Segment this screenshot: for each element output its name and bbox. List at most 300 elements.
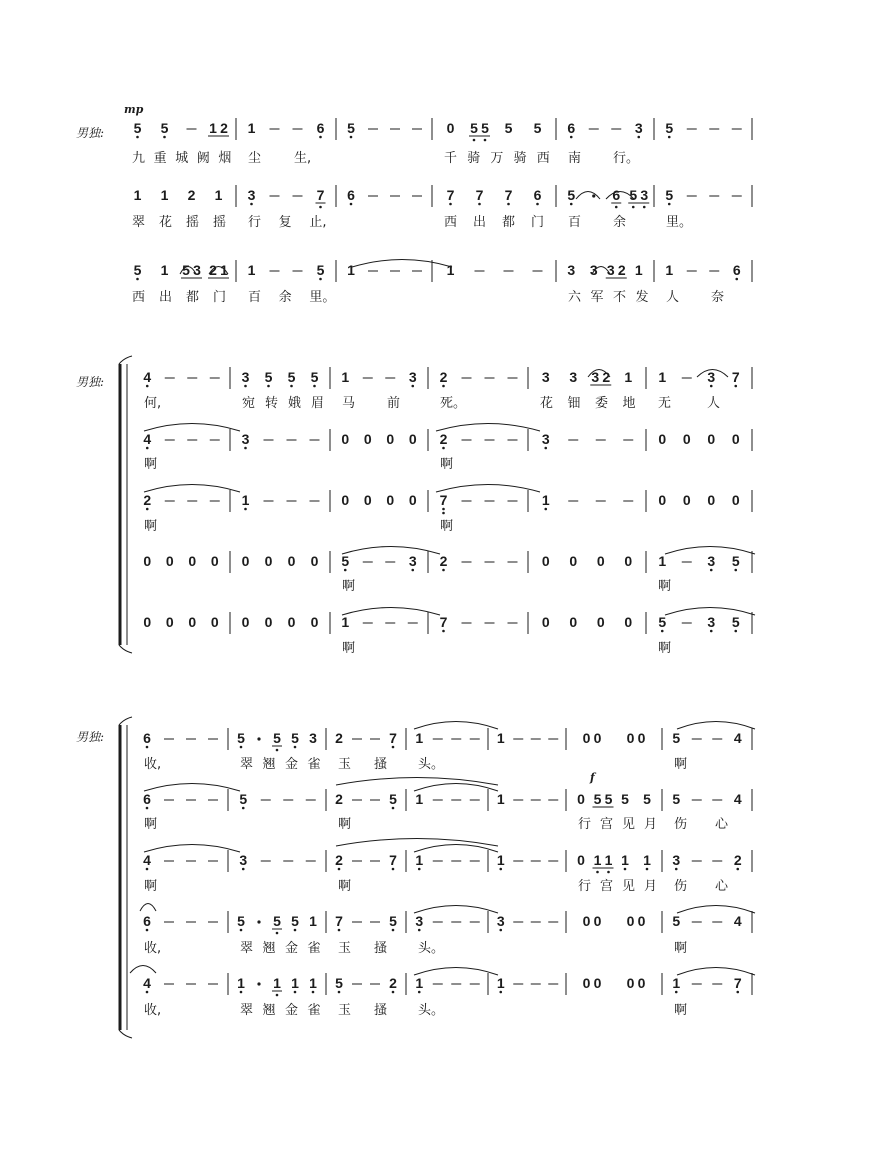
note: 2 [602, 369, 611, 385]
staff-line-2 [143, 771, 752, 832]
note: 5 [672, 791, 681, 807]
note: 1 [247, 262, 256, 278]
octave-dot [442, 447, 445, 450]
octave-dot [294, 929, 297, 932]
lyric-syllable: 骑 [467, 151, 481, 166]
octave-dot [418, 991, 421, 994]
note: 2 [617, 262, 626, 278]
lyric-syllable: 西 [444, 215, 458, 230]
part-label: 男独: [76, 730, 105, 744]
lyric-syllable: 娥 [288, 396, 302, 411]
octave-dot [276, 749, 279, 752]
note: 3 [408, 369, 417, 385]
note: 3 [241, 369, 250, 385]
octave-dot [146, 385, 149, 388]
slur [677, 906, 755, 914]
octave-dot [442, 512, 445, 515]
note: 6 [567, 120, 576, 136]
octave-dot [735, 278, 738, 281]
measure [143, 791, 218, 809]
lyric-syllable: 烟 [218, 151, 232, 166]
note: 1 [415, 730, 424, 746]
slur [414, 784, 498, 792]
lyric-syllable: 啊 [338, 879, 352, 894]
note: 0 [596, 553, 605, 569]
bracket-bottom-hook [119, 1030, 132, 1038]
lyric-syllable: 军 [590, 290, 604, 305]
staff-line-3 [143, 490, 752, 534]
note: 7 [316, 187, 325, 203]
measure [341, 553, 417, 571]
note: 0 [626, 730, 635, 746]
note: 0 [582, 730, 591, 746]
note: 1 [604, 852, 613, 868]
measure [440, 431, 518, 449]
note: 4 [143, 369, 152, 385]
note: 5 [533, 120, 542, 136]
note: 5 [665, 187, 674, 203]
note: 5 [273, 913, 281, 929]
note: 1 [446, 262, 455, 278]
octave-dot [267, 385, 270, 388]
lyric-syllable: 不 [613, 290, 627, 305]
note: 2 [335, 852, 343, 868]
lyric-syllable: 金 [285, 941, 299, 956]
lyric-syllable: 复 [278, 215, 292, 230]
note: 7 [439, 614, 448, 630]
note: 0 [593, 730, 602, 746]
slur [414, 968, 498, 976]
note: 5 [621, 791, 629, 807]
measure [415, 730, 479, 746]
note: 5 [567, 187, 576, 203]
measure [542, 431, 633, 449]
staff-line-1 [124, 103, 752, 166]
note: 1 [309, 975, 317, 991]
lyric-syllable: 翘 [262, 757, 276, 772]
octave-dot [442, 385, 445, 388]
octave-dot [734, 630, 737, 633]
note: 0 [682, 492, 691, 508]
octave-dot [499, 991, 502, 994]
octave-dot [319, 136, 322, 139]
octave-dot [240, 929, 243, 932]
note: 2 [439, 431, 448, 447]
dynamic-mark: mp [124, 103, 144, 116]
note: 0 [188, 614, 197, 630]
measure [143, 913, 218, 931]
octave-dot [163, 136, 166, 139]
measure [242, 369, 319, 387]
note: 5 [133, 262, 142, 278]
note: 3 [569, 369, 578, 385]
note: 2 [439, 553, 448, 569]
lyric-syllable: 翠 [240, 757, 254, 772]
note: 5 [264, 369, 273, 385]
octave-dot [146, 991, 149, 994]
note: 0 [582, 975, 591, 991]
measure [341, 492, 417, 508]
note: 0 [408, 492, 417, 508]
lyric-syllable: 生, [294, 151, 312, 166]
slur [336, 778, 498, 786]
note: 0 [408, 431, 417, 447]
measure [583, 975, 646, 991]
lyric-syllable: 玉 [338, 757, 352, 772]
measure [347, 262, 422, 278]
lyric-syllable: 啊 [658, 641, 672, 656]
measure [672, 730, 742, 746]
note: 1 [624, 369, 633, 385]
note: 0 [731, 492, 740, 508]
octave-dot [499, 929, 502, 932]
measure [440, 492, 518, 514]
measure [583, 913, 646, 929]
note: 0 [143, 614, 152, 630]
note: 1 [634, 262, 643, 278]
note: 0 [188, 553, 197, 569]
octave-dot [350, 136, 353, 139]
staff-line-2 [132, 185, 752, 230]
measure [567, 120, 643, 138]
note: 5 [237, 913, 245, 929]
lyric-syllable: 眉 [311, 396, 325, 411]
augmentation-dot [257, 982, 260, 985]
octave-dot [242, 868, 245, 871]
octave-dot [411, 385, 414, 388]
lyric-syllable: 里。 [666, 215, 693, 230]
lyric-syllable: 行 [248, 215, 262, 230]
note: 6 [143, 791, 151, 807]
measure [239, 791, 315, 809]
lyric-syllable: 月 [644, 879, 658, 894]
measure [567, 187, 649, 208]
lyric-syllable: 发 [635, 290, 649, 305]
note: 5 [133, 120, 142, 136]
measure [237, 975, 317, 996]
note: 2 [220, 120, 228, 136]
measure [335, 852, 397, 870]
note: 6 [143, 730, 151, 746]
note: 5 [291, 913, 299, 929]
lyric-syllable: 何, [144, 396, 162, 411]
lyric-syllable: 止, [309, 215, 327, 230]
slur [436, 424, 540, 432]
dynamic-mark: f [590, 771, 595, 784]
measure [542, 614, 633, 630]
octave-dot [146, 508, 149, 511]
measure [542, 492, 633, 510]
lyric-syllable: 摇 [213, 215, 227, 230]
measure [143, 553, 219, 569]
part-label: 男独: [76, 126, 105, 140]
measure [440, 369, 518, 387]
lyric-syllable: 死。 [440, 396, 467, 411]
lyric-syllable: 门 [213, 290, 227, 305]
augmentation-dot [592, 194, 595, 197]
lyric-syllable: 马 [342, 396, 356, 411]
note: 6 [143, 913, 151, 929]
octave-dot [710, 569, 713, 572]
lyric-syllable: 宛 [242, 396, 256, 411]
octave-dot [499, 868, 502, 871]
note: 1 [496, 791, 505, 807]
note: 5 [672, 913, 681, 929]
note: 3 [241, 431, 250, 447]
lyric-syllable: 行。 [613, 151, 640, 166]
note: 0 [577, 791, 585, 807]
lyric-syllable: 伤 [674, 879, 688, 894]
lyric-syllable: 玉 [338, 1003, 352, 1018]
octave-dot [637, 136, 640, 139]
measure [497, 913, 558, 931]
octave-dot [411, 569, 414, 572]
lyric-syllable: 行 [578, 879, 592, 894]
octave-dot [338, 929, 341, 932]
staff-line-1 [143, 367, 752, 411]
measure [242, 431, 320, 449]
note: 0 [593, 975, 602, 991]
note: 0 [210, 614, 219, 630]
measure [335, 791, 397, 809]
lyric-syllable: 委 [595, 396, 609, 411]
octave-dot [240, 991, 243, 994]
octave-dot [536, 203, 539, 206]
lyric-syllable: 见 [622, 817, 636, 832]
slur [144, 784, 240, 792]
octave-dot [146, 746, 149, 749]
lyric-syllable: 无 [658, 396, 672, 411]
note: 4 [733, 913, 742, 929]
lyric-syllable: 啊 [342, 579, 356, 594]
octave-dot [313, 385, 316, 388]
lyric-syllable: 收, [144, 1003, 162, 1018]
measure [665, 120, 741, 138]
note: 3 [567, 262, 576, 278]
note: 1 [541, 492, 550, 508]
note: 1 [496, 852, 505, 868]
octave-dot [344, 569, 347, 572]
lyric-syllable: 心 [715, 817, 729, 832]
lyric-syllable: 啊 [144, 519, 158, 534]
note: 4 [733, 730, 742, 746]
octave-dot [615, 206, 618, 209]
measure [415, 913, 479, 931]
lyric-syllable: 前 [387, 396, 401, 411]
lyric-syllable: 啊 [674, 757, 688, 772]
lyric-syllable: 心 [715, 879, 729, 894]
lyric-syllable: 万 [490, 151, 504, 166]
note: 0 [569, 614, 578, 630]
lyric-syllable: 头。 [418, 757, 445, 772]
slur [677, 722, 755, 730]
lyric-syllable: 花 [540, 396, 554, 411]
measure [440, 614, 518, 632]
lyric-syllable: 尘 [248, 151, 262, 166]
staff-line-3 [143, 850, 752, 894]
note: 6 [612, 187, 621, 203]
note: 4 [733, 791, 742, 807]
lyric-syllable: 人 [707, 396, 721, 411]
lyric-syllable: 啊 [440, 519, 454, 534]
octave-dot [244, 385, 247, 388]
measure [672, 975, 742, 993]
note: 2 [335, 730, 343, 746]
note: 0 [658, 431, 667, 447]
note: 0 [626, 913, 635, 929]
note: 5 [316, 262, 325, 278]
lyric-syllable: 千 [444, 151, 458, 166]
lyric-syllable: 金 [285, 1003, 299, 1018]
lyric-syllable: 翠 [240, 1003, 254, 1018]
system-3 [76, 717, 755, 1038]
octave-dot [661, 630, 664, 633]
augmentation-dot [257, 920, 260, 923]
note: 1 [160, 187, 169, 203]
note: 1 [415, 852, 424, 868]
note: 5 [665, 120, 674, 136]
note: 7 [439, 492, 448, 508]
octave-dot [350, 203, 353, 206]
note: 1 [496, 730, 505, 746]
note: 5 [160, 120, 169, 136]
octave-dot [276, 994, 279, 997]
lyric-syllable: 西 [536, 151, 550, 166]
measure [134, 120, 229, 138]
octave-dot [392, 746, 395, 749]
note: 3 [591, 369, 600, 385]
note: 1 [237, 975, 245, 991]
lyric-syllable: 啊 [342, 641, 356, 656]
staff-line-2 [143, 429, 752, 472]
measure [237, 730, 317, 751]
measure [143, 975, 218, 993]
measure [672, 852, 742, 870]
note: 0 [596, 614, 605, 630]
measure [143, 852, 218, 870]
octave-dot [392, 929, 395, 932]
staff-line-4 [143, 551, 752, 594]
lyric-syllable: 收, [144, 757, 162, 772]
measure [415, 975, 479, 993]
measure [248, 187, 326, 208]
note: 5 [389, 791, 397, 807]
note: 5 [335, 975, 343, 991]
octave-dot [250, 203, 253, 206]
octave-dot [442, 569, 445, 572]
octave-dot [544, 508, 547, 511]
octave-dot [290, 385, 293, 388]
note: 2 [439, 369, 448, 385]
lyric-syllable: 雀 [307, 757, 321, 772]
lyric-syllable: 宫 [600, 817, 614, 832]
note: 5 [347, 120, 355, 136]
note: 3 [672, 852, 681, 868]
lyric-syllable: 出 [159, 290, 173, 305]
measure [248, 262, 325, 280]
measure [440, 553, 518, 571]
octave-dot [675, 991, 678, 994]
note: 0 [310, 553, 319, 569]
note: 0 [707, 431, 716, 447]
note: 4 [143, 852, 151, 868]
lyric-syllable: 啊 [440, 457, 454, 472]
measure [658, 492, 740, 508]
note: 1 [658, 553, 667, 569]
lyric-syllable: 雀 [307, 1003, 321, 1018]
note: 4 [143, 431, 152, 447]
note: 3 [415, 913, 424, 929]
note: 5 [481, 120, 489, 136]
measure [577, 852, 651, 873]
measure [242, 492, 320, 510]
note: 0 [707, 492, 716, 508]
octave-dot [244, 447, 247, 450]
lyric-syllable: 玉 [338, 941, 352, 956]
lyric-syllable: 啊 [674, 1003, 688, 1018]
octave-dot [319, 206, 322, 209]
measure [335, 730, 397, 748]
note: 6 [533, 187, 542, 203]
measure [577, 791, 651, 807]
note: 1 [133, 187, 142, 203]
octave-dot [544, 447, 547, 450]
lyric-syllable: 月 [644, 817, 658, 832]
measure [335, 913, 397, 931]
octave-dot [484, 139, 487, 142]
lyric-syllable: 城 [175, 151, 189, 166]
lyric-syllable: 花 [159, 215, 173, 230]
note: 5 [658, 614, 667, 630]
lyric-syllable: 奈 [711, 290, 725, 305]
note: 5 [643, 791, 651, 807]
note: 1 [593, 852, 602, 868]
lyric-syllable: 翘 [262, 1003, 276, 1018]
note: 3 [309, 730, 317, 746]
measure [143, 492, 219, 510]
slur [130, 966, 156, 974]
note: 0 [637, 913, 646, 929]
note: 7 [446, 187, 455, 203]
staff-line-5 [143, 612, 752, 656]
octave-dot [338, 868, 341, 871]
slur [336, 839, 498, 847]
measure [143, 730, 218, 748]
note: 5 [593, 791, 602, 807]
measure [341, 369, 417, 387]
octave-dot [607, 871, 610, 874]
measure [665, 262, 741, 280]
measure [239, 852, 315, 870]
octave-dot [418, 868, 421, 871]
measure [143, 614, 219, 630]
octave-dot [276, 932, 279, 935]
note: 5 [182, 262, 190, 278]
note: 7 [389, 852, 397, 868]
octave-dot [668, 136, 671, 139]
measure [347, 120, 422, 138]
note: 0 [165, 614, 174, 630]
octave-dot [418, 929, 421, 932]
note: 1 [415, 791, 424, 807]
note: 0 [658, 492, 667, 508]
staff-line-1 [143, 728, 752, 772]
note: 6 [732, 262, 741, 278]
note: 0 [341, 492, 350, 508]
lyric-syllable: 宫 [600, 879, 614, 894]
lyric-syllable: 啊 [658, 579, 672, 594]
lyric-syllable: 见 [622, 879, 636, 894]
